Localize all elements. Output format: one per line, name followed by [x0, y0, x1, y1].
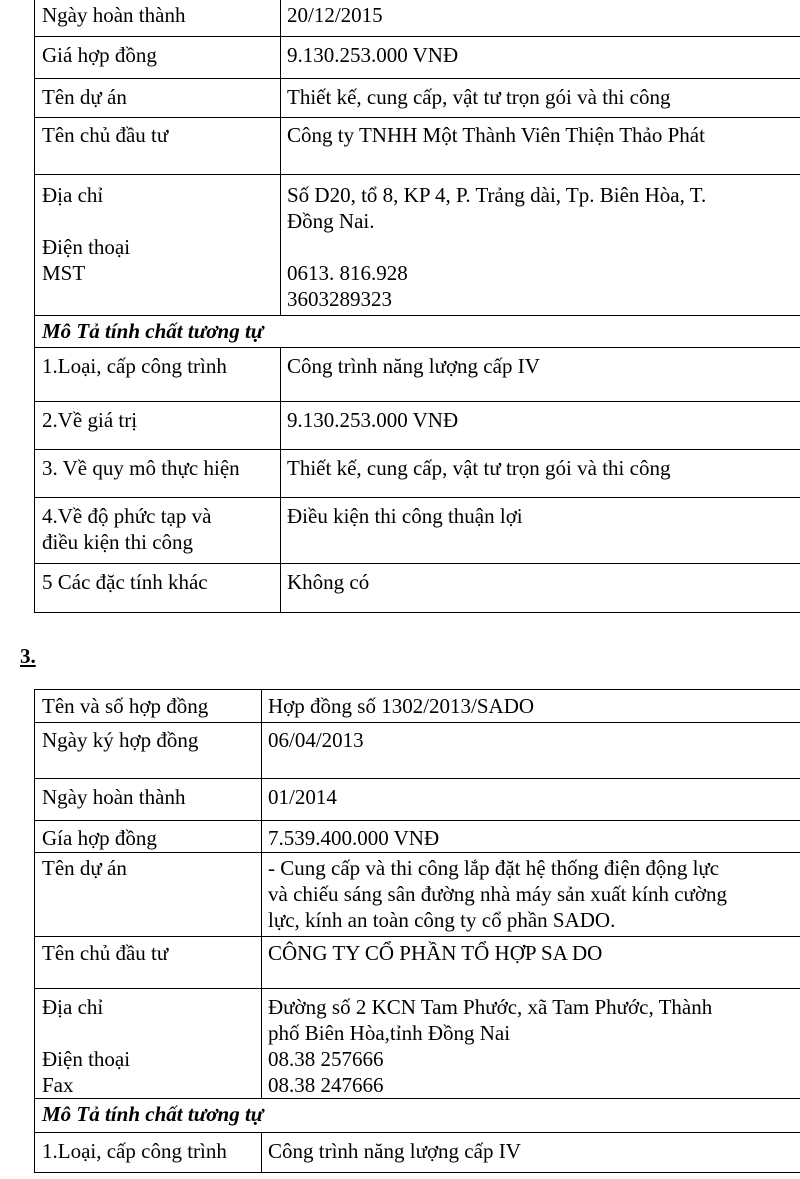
address-label: Địa chỉ	[42, 183, 104, 207]
similar-value-label: 2.Về giá trị	[35, 402, 281, 450]
contract-value-label: Giá hợp đồng	[35, 37, 281, 79]
project-line-3: lực, kính an toàn công ty cổ phần SADO.	[268, 908, 616, 932]
section-number-heading: 3.	[20, 644, 36, 668]
project-name-label: Tên dự án	[35, 79, 281, 118]
table-row	[35, 175, 800, 316]
address-label: Địa chỉ	[42, 995, 104, 1019]
table-row	[35, 1099, 800, 1133]
table-row	[35, 79, 800, 118]
table-row	[35, 853, 800, 937]
project-line-1: - Cung cấp và thi công lắp đặt hệ thống điện động lực	[268, 856, 720, 880]
similar-other-value: Không có	[281, 564, 800, 613]
address-line-1: Đường số 2 KCN Tam Phước, xã Tam Phước, Thành	[268, 995, 713, 1019]
investor-value: CÔNG TY CỔ PHẦN TỔ HỢP SA DO	[262, 937, 800, 989]
similar-scale-value: Thiết kế, cung cấp, vật tư trọn gói và thi công	[281, 450, 800, 498]
contact-labels	[35, 175, 281, 316]
tax-value: 3603289323	[287, 287, 392, 311]
investor-label: Tên chủ đầu tư	[35, 118, 281, 175]
completion-date-label: Ngày hoàn thành	[35, 779, 262, 821]
section-title: Mô Tả tính chất tương tự	[35, 316, 800, 348]
project-line-2: và chiếu sáng sân đường nhà máy sản xuất kính cường	[268, 882, 728, 906]
project-name-label: Tên dự án	[35, 853, 262, 937]
table-row	[35, 498, 800, 564]
phone-value: 08.38 257666	[268, 1047, 384, 1071]
similar-type-label: 1.Loại, cấp công trình	[35, 1133, 262, 1173]
address-line-2: phố Biên Hòa,tỉnh Đồng Nai	[268, 1021, 511, 1045]
address-line-2: Đồng Nai.	[287, 209, 375, 233]
contract-table-2	[34, 0, 800, 613]
table-row	[35, 402, 800, 450]
contract-table-3	[34, 689, 800, 1173]
table-row	[35, 1133, 800, 1173]
completion-date-value: 01/2014	[262, 779, 800, 821]
contact-values	[262, 989, 800, 1099]
tax-label: MST	[42, 261, 86, 285]
table-row	[35, 723, 800, 779]
contract-number-value: Hợp đồng số 1302/2013/SADO	[262, 690, 800, 723]
contract-value-value: 9.130.253.000 VNĐ	[281, 37, 800, 79]
complexity-label-line-2: điều kiện thi công	[42, 530, 194, 554]
table-row	[35, 450, 800, 498]
table-row	[35, 118, 800, 175]
contact-labels	[35, 989, 262, 1099]
project-name-value	[262, 853, 800, 937]
similar-type-value: Công trình năng lượng cấp IV	[281, 348, 800, 402]
similar-scale-label: 3. Về quy mô thực hiện	[35, 450, 281, 498]
similar-value-value: 9.130.253.000 VNĐ	[281, 402, 800, 450]
similar-complexity-value: Điều kiện thi công thuận lợi	[281, 498, 800, 564]
investor-label: Tên chủ đầu tư	[35, 937, 262, 989]
completion-date-value: 20/12/2015	[281, 0, 800, 37]
sign-date-value: 06/04/2013	[262, 723, 800, 779]
table-row	[35, 348, 800, 402]
investor-value: Công ty TNHH Một Thành Viên Thiện Thảo Phát	[281, 118, 800, 175]
contact-values	[281, 175, 800, 316]
similar-complexity-label	[35, 498, 281, 564]
sign-date-label: Ngày ký hợp đồng	[35, 723, 262, 779]
address-line-1: Số D20, tổ 8, KP 4, P. Trảng dài, Tp. Biên Hòa, T.	[287, 183, 707, 207]
table-row	[35, 316, 800, 348]
similar-type-value: Công trình năng lượng cấp IV	[262, 1133, 800, 1173]
fax-value: 08.38 247666	[268, 1073, 384, 1097]
completion-date-label: Ngày hoàn thành	[35, 0, 281, 37]
table-row	[35, 37, 800, 79]
table-row	[35, 821, 800, 853]
contract-value-value: 7.539.400.000 VNĐ	[262, 821, 800, 853]
contract-number-label: Tên và số hợp đồng	[35, 690, 262, 723]
table-row	[35, 690, 800, 723]
similar-type-label: 1.Loại, cấp công trình	[35, 348, 281, 402]
project-name-value: Thiết kế, cung cấp, vật tư trọn gói và thi công	[281, 79, 800, 118]
contract-value-label: Gía hợp đồng	[35, 821, 262, 853]
section-title: Mô Tả tính chất tương tự	[35, 1099, 800, 1133]
table-row	[35, 989, 800, 1099]
phone-value: 0613. 816.928	[287, 261, 408, 285]
table-row	[35, 0, 800, 37]
phone-label: Điện thoại	[42, 1047, 131, 1071]
phone-label: Điện thoại	[42, 235, 131, 259]
table-row	[35, 564, 800, 613]
complexity-label-line-1: 4.Về độ phức tạp và	[42, 504, 212, 528]
fax-label: Fax	[42, 1073, 74, 1097]
table-row	[35, 779, 800, 821]
table-row	[35, 937, 800, 989]
similar-other-label: 5 Các đặc tính khác	[35, 564, 281, 613]
